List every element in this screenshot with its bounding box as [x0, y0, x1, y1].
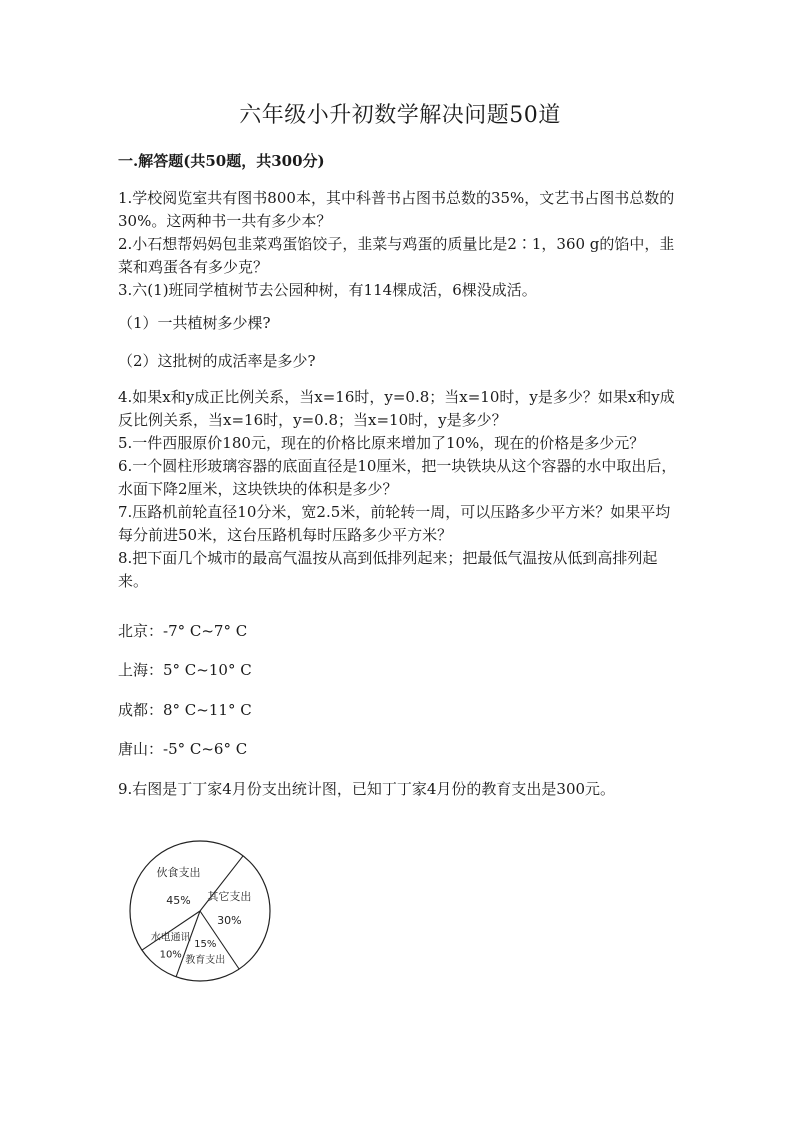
pie-chart [128, 836, 288, 986]
pie-label-other: 其它支出 [207, 890, 252, 903]
question-3-part-1: （1）一共植树多少棵? [118, 314, 271, 332]
question-7: 7.压路机前轮直径10分米，宽2.5米，前轮转一周，可以压路多少平方米？如果平均每分前进50米，这台压路机每时压路多少平方米？ [118, 503, 671, 544]
pie-value-utilities: 10% [159, 949, 182, 961]
question-5: 5.一件西服原价180元，现在的价格比原来增加了10%，现在的价格是多少元？ [118, 434, 645, 452]
question-4: 4.如果x和y成正比例关系，当x=16时，y=0.8；当x=10时，y是多少？如果x和y成反比例关系，当x=16时，y=0.8；当x=10时，y是多少？ [118, 388, 675, 429]
question-1: 1.学校阅览室共有图书800本，其中科普书占图书总数的35%，文艺书占图书总数的30%。这两种书一共有多少本？ [118, 189, 675, 230]
city-temp-beijing: 北京：-7° C~7° C [118, 622, 248, 640]
city-temp-shanghai: 上海：5° C~10° C [118, 661, 252, 679]
question-9: 9.右图是丁丁家4月份支出统计图，已知丁丁家4月份的教育支出是300元。 [118, 780, 616, 798]
question-6: 6.一个圆柱形玻璃容器的底面直径是10厘米，把一块铁块从这个容器的水中取出后，水面下降2厘米，这块铁块的体积是多少？ [118, 457, 677, 498]
pie-value-other: 30% [217, 914, 242, 927]
pie-label-food: 伙食支出 [156, 866, 201, 879]
pie-value-food: 45% [166, 894, 191, 907]
section-heading: 一.解答题(共50题，共300分) [118, 152, 325, 170]
question-8: 8.把下面几个城市的最高气温按从高到低排列起来；把最低气温按从低到高排列起来。 [118, 549, 658, 590]
page-title: 六年级小升初数学解决问题50道 [239, 103, 561, 128]
question-2: 2.小石想帮妈妈包韭菜鸡蛋馅饺子，韭菜与鸡蛋的质量比是2∶1，360 g的馅中，韭菜和鸡蛋各有多少克？ [118, 235, 675, 276]
pie-label-education: 教育支出 [185, 955, 226, 967]
pie-value-education: 15% [194, 939, 217, 951]
question-3-part-2: （2）这批树的成活率是多少? [118, 352, 316, 370]
question-block-1 [118, 187, 684, 302]
pie-label-utilities: 水电通讯 [150, 932, 191, 944]
question-3: 3.六(1)班同学植树节去公园种树，有114棵成活，6棵没成活。 [118, 281, 537, 299]
city-temp-tangshan: 唐山：-5° C~6° C [118, 740, 248, 758]
question-block-2 [118, 386, 684, 593]
city-temp-chengdu: 成都：8° C~11° C [118, 701, 252, 719]
